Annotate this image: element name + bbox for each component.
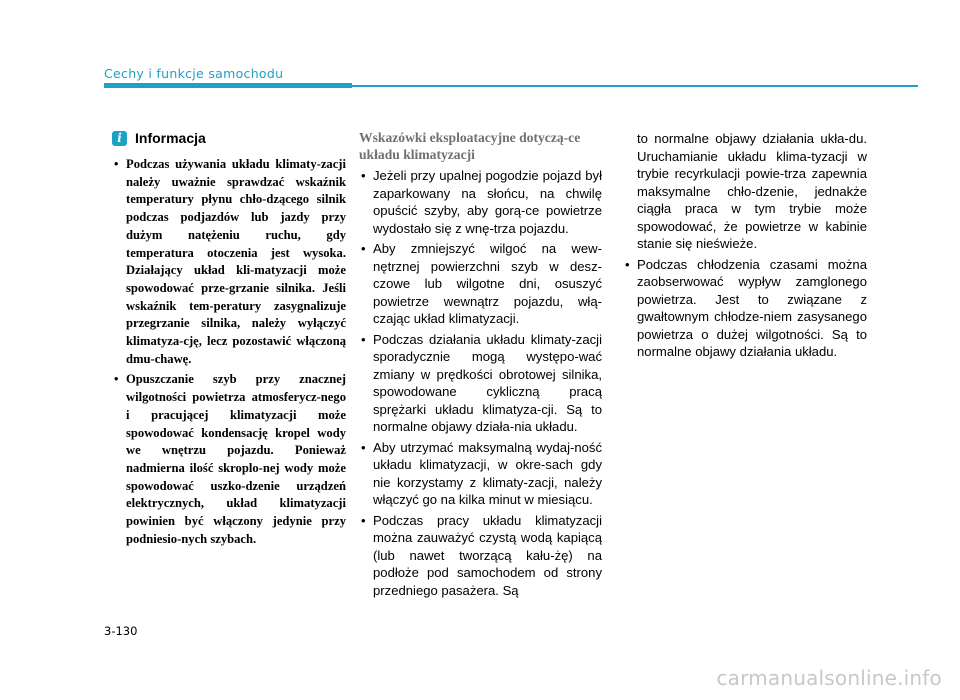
info-title: Informacja	[135, 130, 206, 146]
tips-heading: Wskazówki eksploatacyjne dotyczą-ce układu klimatyzacji	[359, 130, 581, 162]
tips-column	[359, 130, 602, 602]
tips-list	[359, 167, 602, 599]
tips-list-continued	[623, 256, 867, 361]
section-title: Cechy i funkcje samochodu	[104, 66, 284, 81]
header-rule-thick	[104, 83, 352, 88]
tips-column-continued	[623, 130, 867, 364]
page-number: 3-130	[104, 624, 138, 638]
list-item: • Podczas używania układu klimaty-zacji należy uważnie sprawdzać wskaźnik temperatury płynu chło-dzącego silnik podczas podjazdów lub jazdy przy dużym natężeniu ruchu, gdy temperatura otoczenia jest wysoka. Działający układ kli-matyzacji może spowodować prze-grzanie silnika. Jeśli wskaźnik tem-peratury zasygnalizuje przegrzanie silnika, należy wyłączyć klimatyza-cję, lecz pozostawić włączoną dmu-chawę.	[112, 156, 346, 368]
continued-paragraph: to normalne objawy działania ukła-du. Uruchamianie układu klima-tyzacji w trybie recyrkulacji powie-trza zapewnia maksymalne chło-dzenie, jednakże ciągła praca w tym trybie może spowodować, że powietrze w kabinie stanie się nieświeże.	[637, 131, 867, 251]
list-item: • Aby utrzymać maksymalną wydaj-ność układu klimatyzacji, w okre-sach gdy nie korzystamy z klimaty-zacji, należy włączyć go na kilka minut w miesiącu.	[359, 439, 602, 509]
header-rule-thin	[352, 85, 918, 87]
list-item: • Podczas działania układu klimaty-zacji sporadycznie mogą występo-wać zmiany w prędkości obrotowej silnika, spowodowane cykliczną pracą sprężarki układu klimatyza-cji. Są to normalne objawy działa-nia układu.	[359, 331, 602, 436]
info-column	[112, 130, 346, 551]
list-item: • Podczas pracy układu klimatyzacji można zauważyć czystą wodą kapiącą (lub nawet tworzącą kału-żę) na podłoże pod samochodem od strony przedniego pasażera. Są	[359, 512, 602, 600]
watermark: carmanualsonline.info	[716, 666, 942, 690]
list-item: • Jeżeli przy upalnej pogodzie pojazd był zaparkowany na słońcu, na chwilę opuścić szyby, aby gorą-ce powietrze wydostało się z wnę-trza pojazdu.	[359, 167, 602, 237]
info-heading	[112, 130, 346, 146]
list-item: • Opuszczanie szyb przy znacznej wilgotności powietrza atmosferycz-nego i pracującej klimatyzacji może spowodować kondensację kropel wody we wnętrzu pojazdu. Ponieważ nadmierna ilość skroplo-nej wody może spowodować uszko-dzenie urządzeń elektrycznych, układ klimatyzacji powinien być włączony jedynie przy podniesio-nych szybach.	[112, 371, 346, 548]
info-icon: i	[112, 131, 127, 146]
list-item: • Podczas chłodzenia czasami można zaobserwować wypływ zamglonego powietrza. Jest to związane z gwałtownym chłodze-niem zasysanego powietrza o dużej wilgotności. Są to normalne objawy działania układu.	[623, 256, 867, 361]
info-list	[112, 156, 346, 548]
list-item: • Aby zmniejszyć wilgoć na wew-nętrznej powierzchni szyb w desz-czowe lub wilgotne dni, osuszyć powietrze wewnątrz pojazdu, włą-czając układ klimatyzacji.	[359, 240, 602, 328]
